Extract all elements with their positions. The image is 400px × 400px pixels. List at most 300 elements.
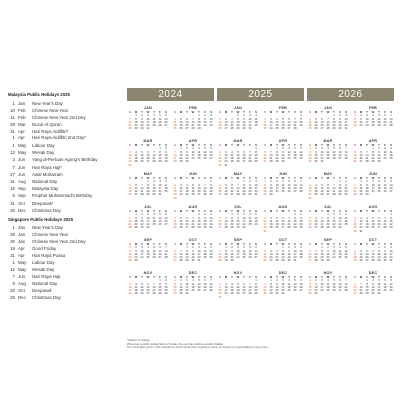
day-cell: 10 (320, 281, 324, 286)
day-cell: 22 (146, 189, 150, 194)
footnote-subject-to-change: *Subject to change (127, 339, 150, 342)
day-cell: 2 (264, 116, 266, 121)
year-column (307, 106, 394, 134)
day-cell: 8 (276, 149, 278, 154)
day-cell: 29 (197, 225, 201, 230)
day-cell: 29 (128, 258, 132, 263)
day-cell: 9 (204, 116, 206, 121)
day-cell: 15 (197, 119, 201, 124)
day-cell: 6 (294, 179, 296, 184)
day-cell: 11 (185, 185, 189, 190)
day-cell: 26 (197, 288, 201, 293)
day-cell: 23 (152, 189, 156, 194)
day-cell: 9 (141, 116, 143, 121)
day-cell (298, 292, 304, 295)
day-cell: 26 (377, 123, 381, 128)
day-cell: 8 (309, 281, 311, 286)
weekday-letter: M (134, 275, 138, 279)
day-cell: 26 (179, 225, 183, 230)
day-cell: 13 (326, 185, 330, 190)
day-cell: 19 (287, 185, 291, 190)
day-cell: 4 (174, 116, 176, 121)
day-cell: 6 (300, 278, 302, 283)
weekday-letter: F (384, 176, 386, 180)
weekday-letter: T (141, 143, 143, 147)
singapore-holidays-section (8, 217, 120, 302)
weekday-letter: T (321, 209, 323, 213)
weekday-letter: T (141, 209, 143, 213)
weekday-letter: M (224, 143, 228, 147)
day-cell: 1 (198, 212, 200, 217)
day-cell: 22 (173, 288, 177, 293)
day-cell: 14 (344, 149, 348, 154)
month-row (127, 139, 395, 167)
day-cell: 6 (327, 182, 329, 187)
day-cell: 31 (146, 126, 150, 131)
day-cell: 28 (203, 192, 207, 197)
weekday-letter: T (153, 209, 155, 213)
weekday-letter: W (371, 143, 375, 147)
weekday-letter: M (359, 275, 363, 279)
holiday-row (8, 178, 120, 185)
day-cell: 12 (179, 218, 183, 223)
day-cell: 26 (299, 156, 303, 161)
day-cell: 23 (140, 222, 144, 227)
day-cell: 22 (242, 189, 246, 194)
day-cell: 20 (377, 222, 381, 227)
day-cell: 11 (254, 116, 258, 121)
holiday-day: 29 (10, 232, 15, 238)
day-cell: 4 (255, 113, 257, 118)
day-cell: 11 (152, 215, 156, 220)
day-cell: 19 (359, 255, 363, 260)
day-cell: 4 (147, 245, 149, 250)
day-cell: 6 (210, 146, 212, 151)
weekday-letter: W (236, 110, 240, 114)
day-cell: 26 (275, 225, 279, 230)
day-cell: 29 (242, 192, 246, 197)
year-column (307, 271, 394, 299)
day-cell: 12 (254, 215, 258, 220)
day-cell: 1 (378, 245, 380, 250)
day-cell: 28 (383, 225, 387, 230)
weekday-letter: T (198, 242, 200, 246)
weekday-letter: F (159, 110, 161, 114)
day-cell: 27 (269, 258, 273, 263)
day-cell: 4 (270, 215, 272, 220)
day-cell: 21 (191, 123, 195, 128)
day-cell: 29 (308, 159, 312, 164)
holiday-day: 20 (10, 288, 15, 294)
day-cell: 7 (372, 248, 374, 253)
day-cell: 9 (315, 149, 317, 154)
day-cell: 22 (197, 123, 201, 128)
month-2025-nov (217, 271, 259, 299)
holiday-name: Good Friday (32, 246, 57, 252)
day-cell: 21 (152, 288, 156, 293)
day-cell: 21 (287, 222, 291, 227)
day-cell: 25 (146, 255, 150, 260)
day-cell: 13 (158, 248, 162, 253)
weekday-letter: W (146, 176, 150, 180)
day-cell: 16 (377, 152, 381, 157)
weekday-letter: S (219, 275, 221, 279)
day-cell: 29 (326, 225, 330, 230)
month-name: DEC (188, 271, 198, 275)
weekday-letter: W (326, 209, 330, 213)
weekday-letter: F (294, 242, 296, 246)
day-cell: 21 (263, 288, 267, 293)
month-name: DEC (368, 271, 378, 275)
weekday-letter: F (249, 275, 251, 279)
day-cell: 10 (338, 215, 342, 220)
month-name: AUG (368, 205, 378, 209)
day-cell: 9 (378, 149, 380, 154)
day-cell: 4 (231, 149, 233, 154)
day-cell (208, 197, 214, 200)
weekday-letter: S (174, 110, 176, 114)
day-cell: 13 (146, 284, 150, 289)
day-cell: 25 (314, 192, 318, 197)
day-cell: 3 (345, 113, 347, 118)
day-cell: 29 (320, 258, 324, 263)
day-cell: 2 (165, 146, 167, 151)
day-cell: 7 (276, 248, 278, 253)
day-cell: 31 (377, 291, 381, 296)
day-cell: 23 (365, 189, 369, 194)
day-cell: 10 (320, 149, 324, 154)
weekday-letter: T (378, 176, 380, 180)
day-cell: 27 (164, 123, 168, 128)
year-column (127, 172, 214, 200)
day-cell: 8 (129, 248, 131, 253)
day-cell: 28 (128, 126, 132, 131)
day-cell: 24 (281, 288, 285, 293)
day-cell: 12 (299, 149, 303, 154)
day-cell: 30 (164, 159, 168, 164)
weekday-letter: F (159, 275, 161, 279)
month-name: NOV (233, 271, 243, 275)
day-cell: 22 (224, 255, 228, 260)
day-cell: 23 (230, 255, 234, 260)
month-name: APR (188, 139, 198, 143)
holiday-month: Jun (18, 274, 26, 280)
day-cell: 3 (339, 212, 341, 217)
day-cell: 30 (218, 294, 222, 299)
holiday-name: Hari Raya Aidilfitri 2nd Day* (32, 135, 86, 141)
weekday-letter: F (204, 275, 206, 279)
day-cell: 9 (384, 248, 386, 253)
day-cell: 24 (320, 288, 324, 293)
day-cell: 1 (360, 179, 362, 184)
week-row (262, 160, 304, 163)
week-row (217, 259, 259, 262)
day-cell: 26 (224, 192, 228, 197)
day-cell: 27 (224, 126, 228, 131)
day-cell: 5 (255, 212, 257, 217)
weekday-letter: F (204, 110, 206, 114)
day-cell: 8 (159, 281, 161, 286)
day-cell: 22 (326, 222, 330, 227)
weekday-letter: M (359, 143, 363, 147)
weekday-letter: S (255, 242, 257, 246)
day-cell: 13 (173, 251, 177, 256)
weekday-letter: S (129, 110, 131, 114)
day-cell: 4 (186, 182, 188, 187)
day-cell: 8 (225, 248, 227, 253)
day-cell: 18 (308, 123, 312, 128)
weekday-letter: W (281, 143, 285, 147)
day-cell: 17 (242, 218, 246, 223)
day-cell: 24 (308, 192, 312, 197)
day-cell: 16 (134, 251, 138, 256)
day-cell: 14 (389, 116, 393, 121)
week-row (172, 127, 214, 130)
day-cell: 24 (224, 291, 228, 296)
day-cell: 4 (153, 212, 155, 217)
day-cell: 24 (338, 222, 342, 227)
day-cell: 5 (333, 278, 335, 283)
day-cell: 14 (152, 152, 156, 157)
day-cell: 29 (371, 159, 375, 164)
day-cell: 4 (294, 146, 296, 151)
day-cell: 16 (314, 152, 318, 157)
weekday-letter: T (288, 242, 290, 246)
day-cell: 9 (276, 281, 278, 286)
day-cell: 28 (230, 126, 234, 131)
day-cell: 4 (288, 278, 290, 283)
day-cell: 25 (308, 126, 312, 131)
month-2025-sep (217, 238, 259, 266)
holiday-name: Deepavali* (32, 200, 54, 206)
day-cell: 10 (224, 284, 228, 289)
holiday-month: Feb (18, 114, 26, 120)
day-cell: 11 (242, 248, 246, 253)
holiday-day: 12 (10, 267, 15, 273)
holiday-row (8, 185, 120, 192)
day-cell: 15 (236, 119, 240, 124)
day-cell: 17 (179, 189, 183, 194)
day-cell: 12 (332, 149, 336, 154)
day-cell: 17 (263, 222, 267, 227)
day-cell: 14 (191, 119, 195, 124)
day-cell: 20 (359, 156, 363, 161)
day-cell: 2 (186, 146, 188, 151)
day-cell: 14 (128, 218, 132, 223)
day-cell: 29 (263, 192, 267, 197)
day-cell: 5 (237, 149, 239, 154)
day-cell: 2 (315, 146, 317, 151)
month-name: AUG (188, 205, 198, 209)
day-cell: 27 (203, 288, 207, 293)
day-cell: 23 (185, 156, 189, 161)
month-2025-jul (217, 205, 259, 233)
month-name: JUL (324, 205, 332, 209)
day-cell: 25 (287, 288, 291, 293)
day-cell: 27 (242, 291, 246, 296)
weekday-letter: S (264, 209, 266, 213)
day-cell: 2 (243, 113, 245, 118)
holiday-month: Aug (18, 281, 26, 287)
day-cell: 10 (146, 215, 150, 220)
day-cell: 21 (371, 255, 375, 260)
day-cell: 23 (338, 123, 342, 128)
day-cell: 20 (287, 123, 291, 128)
weekday-letter: M (179, 275, 183, 279)
day-cell: 6 (339, 278, 341, 283)
month-name: MAY (233, 172, 243, 176)
day-cell: 19 (275, 222, 279, 227)
holiday-name: Labour Day (32, 143, 55, 149)
day-cell: 5 (159, 113, 161, 118)
weekday-letter: F (294, 110, 296, 114)
day-cell: 13 (359, 152, 363, 157)
day-cell: 21 (365, 156, 369, 161)
weekday-letter: S (390, 209, 392, 213)
week-row (352, 230, 394, 233)
day-cell: 4 (282, 179, 284, 184)
day-cell: 27 (359, 159, 363, 164)
day-cell: 21 (383, 222, 387, 227)
day-cell: 26 (140, 291, 144, 296)
day-cell: 23 (326, 255, 330, 260)
weekday-letter: S (255, 176, 257, 180)
day-cell: 15 (128, 251, 132, 256)
day-cell: 19 (263, 255, 267, 260)
day-cell: 31 (197, 258, 201, 263)
holiday-day: 30 (10, 239, 15, 245)
weekday-letter: T (333, 143, 335, 147)
weekday-letter: T (378, 209, 380, 213)
day-cell: 7 (204, 182, 206, 187)
day-cell: 5 (141, 149, 143, 154)
day-cell: 3 (321, 146, 323, 151)
day-cell: 19 (236, 156, 240, 161)
day-cell: 30 (218, 162, 222, 167)
weekday-letter: T (231, 242, 233, 246)
day-cell: 9 (333, 215, 335, 220)
weekday-letter: M (134, 110, 138, 114)
day-cell: 27 (254, 255, 258, 260)
day-cell: 10 (146, 116, 150, 121)
day-cell: 14 (353, 185, 357, 190)
day-cell: 8 (237, 116, 239, 121)
day-cell: 11 (365, 218, 369, 223)
day-cell: 1 (135, 113, 137, 118)
day-cell: 24 (269, 126, 273, 131)
weekday-letter: T (231, 275, 233, 279)
day-cell: 3 (270, 116, 272, 121)
weekday-letter: S (219, 143, 221, 147)
year-column (307, 172, 394, 200)
weekday-letter: T (276, 110, 278, 114)
day-cell: 13 (269, 251, 273, 256)
day-cell: 28 (314, 258, 318, 263)
day-cell: 5 (204, 146, 206, 151)
day-cell: 26 (371, 225, 375, 230)
weekday-letter: M (314, 209, 318, 213)
day-cell: 9 (345, 182, 347, 187)
holiday-name: Yang di-Pertuan Agong's Birthday (32, 157, 98, 163)
month-2024-jun (172, 172, 214, 200)
day-cell: 12 (179, 119, 183, 124)
day-cell: 13 (164, 215, 168, 220)
day-cell: 2 (300, 212, 302, 217)
week-row (127, 226, 169, 229)
day-cell: 19 (320, 189, 324, 194)
day-cell: 28 (371, 258, 375, 263)
weekday-letter: T (288, 176, 290, 180)
day-cell: 6 (135, 182, 137, 187)
day-cell: 2 (384, 245, 386, 250)
day-cell: 16 (242, 119, 246, 124)
weekday-letter: M (134, 209, 138, 213)
day-cell: 23 (377, 156, 381, 161)
weekday-letter: W (236, 209, 240, 213)
day-cell: 18 (173, 222, 177, 227)
day-cell: 16 (173, 189, 177, 194)
day-cell: 19 (152, 251, 156, 256)
day-cell: 23 (299, 222, 303, 227)
holiday-day: 25 (10, 207, 15, 213)
day-cell: 9 (219, 152, 221, 157)
day-cell: 30 (152, 192, 156, 197)
day-cell: 10 (248, 116, 252, 121)
week-row (352, 292, 394, 295)
day-cell: 22 (308, 288, 312, 293)
day-cell: 27 (218, 225, 222, 230)
holiday-month: Mar (18, 121, 26, 127)
holiday-row (8, 273, 120, 280)
day-cell: 30 (299, 225, 303, 230)
day-cell: 2 (378, 146, 380, 151)
day-cell: 15 (338, 185, 342, 190)
weekday-letter: S (345, 143, 347, 147)
holiday-name: Awal Muharram (32, 172, 63, 178)
day-cell: 17 (140, 251, 144, 256)
weekday-letter: T (378, 242, 380, 246)
day-cell: 17 (389, 251, 393, 256)
day-cell: 22 (254, 288, 258, 293)
weekday-letter: T (186, 242, 188, 246)
day-cell: 27 (185, 126, 189, 131)
day-cell: 25 (338, 255, 342, 260)
holiday-row (8, 142, 120, 149)
day-cell: 4 (276, 116, 278, 121)
day-cell: 23 (263, 126, 267, 131)
day-cell: 6 (309, 248, 311, 253)
day-cell: 10 (275, 182, 279, 187)
day-cell: 22 (308, 156, 312, 161)
day-cell: 19 (389, 284, 393, 289)
weekday-letter: T (186, 209, 188, 213)
day-cell (208, 259, 214, 262)
holiday-name: New Year's Day (32, 225, 63, 231)
day-cell: 12 (263, 251, 267, 256)
day-cell: 25 (281, 189, 285, 194)
weekday-letter: F (204, 242, 206, 246)
weekday-letter: S (210, 143, 212, 147)
day-cell (253, 296, 259, 299)
day-cell: 7 (345, 146, 347, 151)
day-cell: 23 (287, 255, 291, 260)
day-cell: 8 (135, 116, 137, 121)
holiday-day: 25 (10, 295, 15, 301)
malaysia-holidays-list (8, 100, 120, 214)
day-cell (253, 164, 259, 167)
weekday-letter: S (390, 242, 392, 246)
day-cell: 21 (203, 189, 207, 194)
